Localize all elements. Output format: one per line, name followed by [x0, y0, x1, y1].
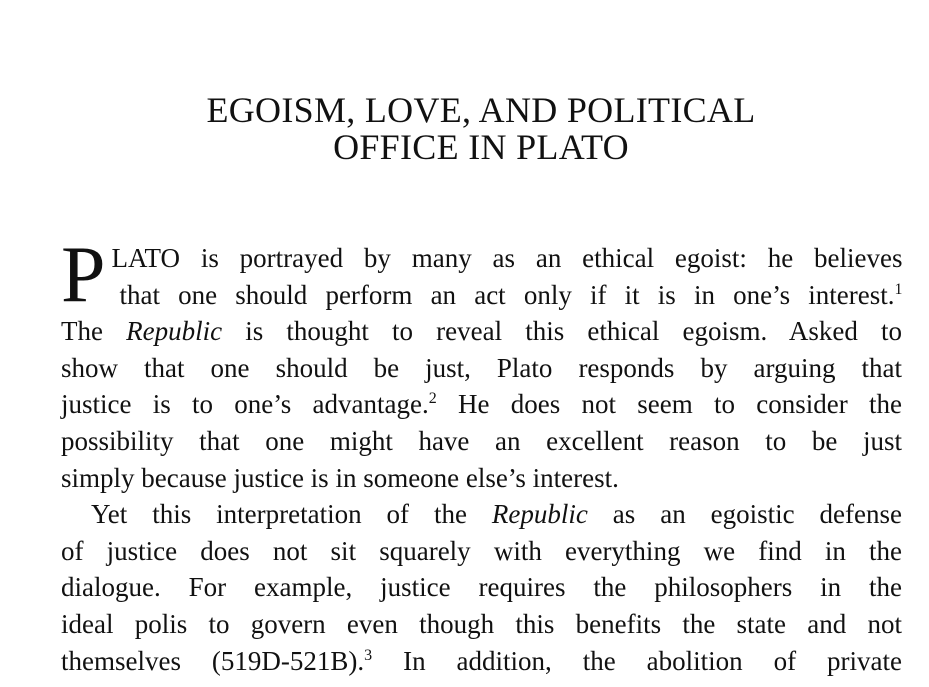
- text: show that one should be just, Plato responds by arguing that: [61, 352, 902, 383]
- text: [61, 386, 902, 423]
- paragraph-2: [61, 496, 902, 679]
- paragraph-2-line-1: [61, 496, 902, 533]
- paragraph-2-line-5: [61, 643, 902, 680]
- paragraph-1-line-3: [61, 313, 902, 350]
- text: of justice does not sit squarely with everything we find in the: [61, 535, 902, 566]
- title-line-1: EGOISM, LOVE, AND POLITICAL: [206, 90, 756, 130]
- text: dialogue. For example, justice requires the philosophers in the: [61, 572, 902, 603]
- line-justified: [61, 313, 902, 350]
- text: [61, 313, 902, 350]
- text: themselves (519D-521B).: [61, 645, 365, 676]
- drop-cap: P: [61, 231, 106, 319]
- paragraph-1-line-2: [112, 277, 903, 314]
- text: The: [61, 316, 127, 347]
- article-body: [61, 231, 903, 679]
- paragraph-1-line-6: [61, 423, 902, 460]
- paragraph-2-line-3: [61, 569, 902, 606]
- footnote-marker-3[interactable]: 3: [364, 646, 373, 664]
- text: [61, 643, 902, 680]
- italic-title: Republic: [491, 499, 588, 530]
- text: ideal polis to govern even though this benefits the state and not: [61, 608, 902, 639]
- text: is thought to reveal this ethical egoism. Asked to: [222, 316, 903, 347]
- paragraph-2-line-4: [61, 606, 902, 643]
- footnote-marker-2[interactable]: 2: [428, 390, 437, 408]
- paragraph-1-line-7: [61, 460, 902, 497]
- paragraph-1-line-1: [112, 240, 903, 277]
- text: In addition, the abolition of private: [372, 645, 902, 676]
- text: LATO is portrayed by many as an ethical egoist: he believes: [111, 243, 903, 273]
- text: He does not seem to consider the: [436, 389, 902, 420]
- text: Yet this interpretation of the: [91, 499, 492, 530]
- text: [91, 496, 902, 533]
- text: as an egoistic defense: [587, 499, 903, 530]
- title-line-2: OFFICE IN PLATO: [333, 127, 629, 167]
- text: simply because justice is in someone else’s interest.: [61, 462, 619, 493]
- text-with-footnote: [120, 277, 903, 314]
- footnote-marker-1[interactable]: 1: [894, 280, 903, 298]
- text: possibility that one might have an excellent reason to be just: [61, 425, 902, 456]
- paragraph-1-line-4: [61, 350, 902, 387]
- text: that one should perform an act only if it is in one’s interest.: [119, 279, 895, 310]
- text: justice is to one’s advantage.: [61, 389, 429, 420]
- paragraph-1: [61, 231, 903, 496]
- article-title: [0, 92, 929, 166]
- paragraph-1-line-5: [61, 386, 902, 423]
- italic-title: Republic: [126, 316, 223, 347]
- paragraph-2-line-2: [61, 533, 902, 570]
